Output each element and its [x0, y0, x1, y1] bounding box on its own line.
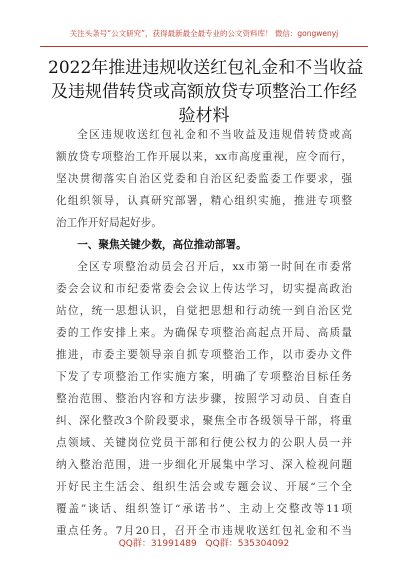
paragraph-line: 开好民主生活会、组织生活会或专题会议、开展“三个全: [56, 481, 352, 493]
paragraph-line: 治工作开好局起好步。: [56, 217, 162, 229]
section-heading: 一、聚焦关键少数，高位推动部署。: [77, 239, 247, 251]
paragraph-line: 站位，统一思想认识，自觉把思想和行动统一到自治区党: [56, 305, 352, 317]
paragraph-line: 重点任务。7月20日，召开全市违规收送红包礼金和不当: [56, 525, 352, 537]
paragraph-line: 委的工作安排上来。为确保专项整治高起点开局、高质量: [56, 327, 352, 339]
paragraph-line: 覆盖”谈话、组织签订“承诺书”、主动上交整改等11项: [56, 503, 352, 515]
paragraph-line: 全区违规收送红包礼金和不当收益及违规借转贷或高: [77, 129, 352, 141]
paragraph-line: 额放贷专项整治工作开展以来，xx市高度重视，应令而行，: [56, 151, 352, 163]
paragraph-line: 委会会议和市纪委常委会会议上传达学习，切实提高政治: [56, 283, 352, 295]
paragraph-line: 整治范围、整治内容和方法步骤，按照学习动员、自查自: [56, 393, 352, 405]
paragraph-line: 全区专项整治动员会召开后，xx市第一时间在市委常: [77, 261, 352, 273]
paragraph-line: 纳入整治范围，进一步细化开展集中学习、深入检视问题: [56, 459, 352, 471]
document-title: [48, 56, 364, 128]
paragraph-line: 下发了专项整治工作实施方案，明确了专项整治目标任务: [56, 371, 352, 383]
document-body: [56, 124, 352, 542]
title-line: 验材料: [178, 106, 230, 126]
paragraph-line: 坚决贯彻落实自治区党委和自治区纪委监委工作要求，强: [56, 173, 352, 185]
paragraph-line: 推进，市委主要领导亲自抓专项整治工作，以市委办文件: [56, 349, 352, 361]
title-line: 及违规借转贷或高额放贷专项整治工作经: [51, 82, 357, 102]
paragraph-line: 纠、深化整改3个阶段要求，聚焦全市各级领导干部，将重: [56, 415, 352, 427]
paragraph-line: 化组织领导，认真研究部署，精心组织实施，推进专项整: [56, 195, 352, 207]
title-line: 2022年推进违规收送红包礼金和不当收益: [48, 58, 364, 78]
page-footer: QQ群：31991489 QQ群：535304092: [118, 539, 290, 549]
paragraph-line: 点领域、关键岗位党员干部和行使公权力的公职人员一并: [56, 437, 352, 449]
page-header: 关注头条号“公文研究”，获得最新最全最专业的公文资料库！ 微信：gongwenyj: [40, 28, 368, 47]
